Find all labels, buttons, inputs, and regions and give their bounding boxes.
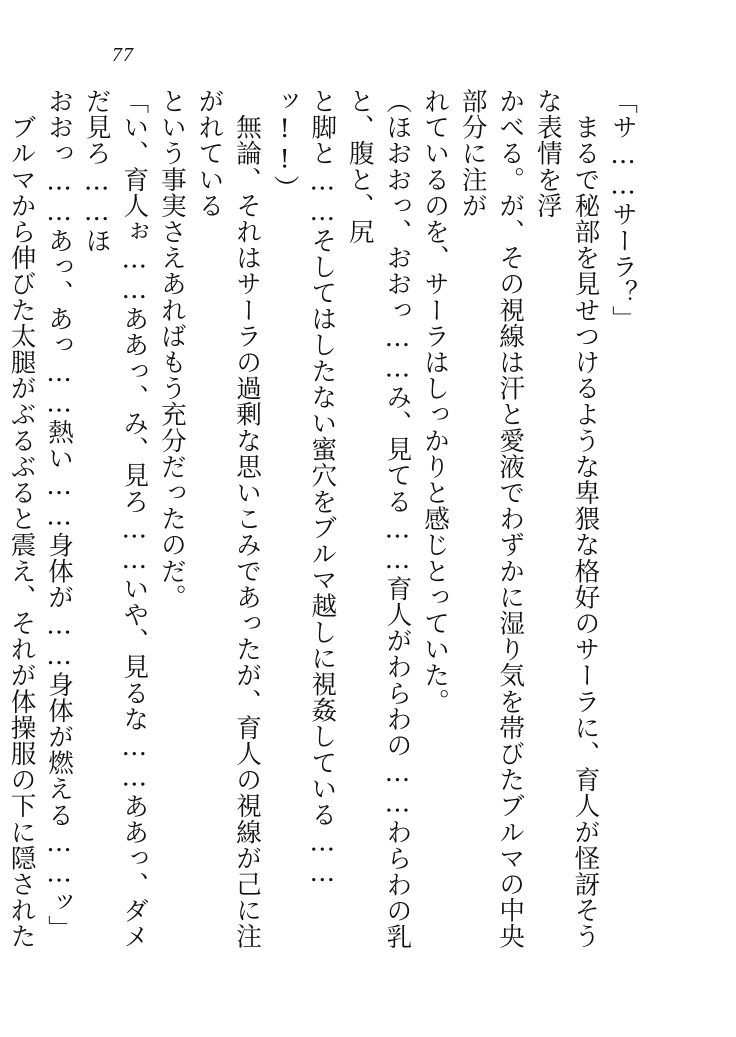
text-line: おおっ……あっ、あっ……熱い……身体が……身体が燃える……ッ」 (44, 88, 75, 942)
body-text (6, 88, 641, 968)
text-line: まるで秘部を見せつけるような卑猥な格好のサーラに、育人が怪訝そうな表情を浮 (532, 88, 601, 950)
text-line: という事実さえあればもう充分だったのだ。 (156, 88, 187, 610)
text-line: ブルマから伸びた太腿がぶるぶると震え、それが体操服の下に隠された (6, 114, 37, 950)
text-line: れているのを、サーラはしっかりと感じとっていた。 (420, 88, 451, 715)
text-line: 無論、それはサーラの過剰な思いこみであったが、育人の視線が己に注がれている (194, 88, 263, 950)
text-line: と脚と……そしてはしたない蜜穴をブルマ越しに視姦している……ッ!!） (269, 88, 338, 889)
text-line: 「サ……サーラ？」 (608, 88, 638, 332)
text-line: かべる。が、その視線は汗と愛液でわずかに湿り気を帯びたブルマの中央部分に注が (457, 88, 526, 950)
text-line: （ほおおっ、おおっ……み、見てる……育人がわらわの……わらわの乳と、腹と、尻 (344, 88, 413, 950)
text-line: 「い、育人ぉ……ああっ、み、見ろ……いや、見るな……ああっ、ダメだ見ろ……ほ (81, 88, 150, 950)
page-number: 77 (112, 44, 134, 66)
